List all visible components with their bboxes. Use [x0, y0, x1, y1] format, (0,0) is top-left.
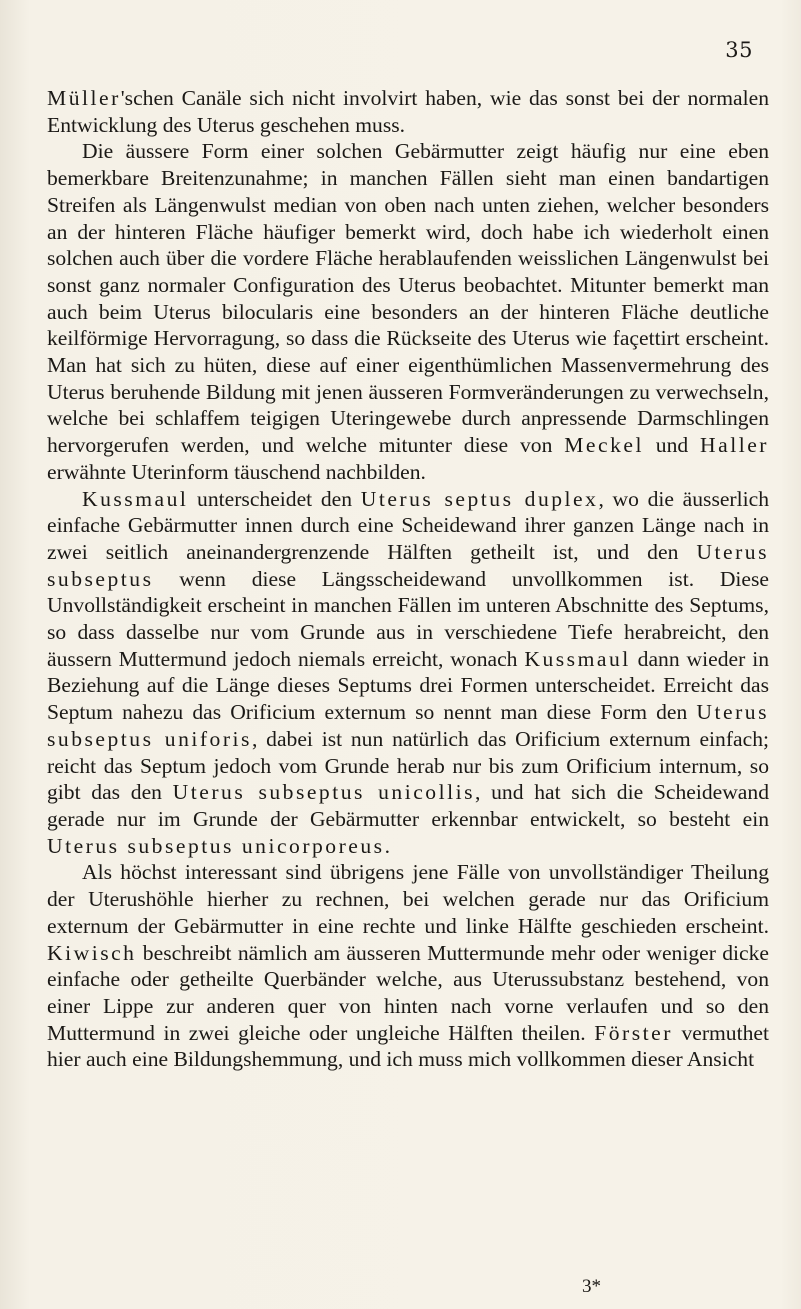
paragraph	[47, 486, 769, 860]
signature-mark: 3*	[582, 1276, 601, 1297]
emphasized-name: Uterus septus duplex	[360, 486, 599, 511]
text-run: , und hat sich die Scheidewand gerade nur im Grunde der Gebärmutter erkennbar entwickelt, so besteht ein	[47, 780, 769, 831]
emphasized-name: Müller	[47, 86, 121, 110]
text-run: , wo die äusserlich einfache Gebärmutter innen durch eine Scheidewand ihrer ganzen Länge nach in zwei seitlich aneinandergrenzende Hälften getheilt ist, und den	[47, 486, 770, 564]
text-run: unterscheidet den	[188, 486, 361, 511]
text-run: dann wieder in Beziehung auf die Länge dieses Septums drei Formen unterscheidet. Erreicht das Septum nahezu das Orificium externum so nennt man diese Form den	[47, 646, 769, 725]
emphasized-name: Kussmaul	[82, 486, 189, 511]
text-run: vermuthet hier auch eine Bildungshemmung, und ich muss mich vollkommen dieser Ansicht	[47, 1020, 769, 1072]
emphasized-name: Förster	[594, 1020, 673, 1045]
paragraph	[47, 859, 769, 1073]
text-run: .	[384, 833, 390, 858]
body-text	[47, 85, 769, 1073]
text-run: erwähnte Uterinform täuschend nachbilden.	[47, 459, 426, 484]
emphasized-name: Haller	[700, 433, 769, 458]
emphasized-name: Uterus subseptus unicorporeus	[47, 833, 385, 858]
text-run: wenn diese Längsscheidewand unvollkommen ist. Diese Unvollständigkeit erscheint in manchen Fällen im unteren Abschnitte des Septums, so dass dasselbe nur vom Grunde aus in verschiedene Tiefe herabreicht, den äussern Muttermund jedoch niemals erreicht, wonach	[47, 566, 769, 671]
emphasized-name: Uterus subseptus uniforis	[47, 700, 769, 751]
emphasized-name: Meckel	[564, 433, 644, 458]
text-run: , dabei ist nun natürlich das Orificium externum einfach; reicht das Septum jedoch vom Grunde herab nur bis zum Orificium internum, so gibt das den	[47, 726, 769, 805]
text-run: 'schen Canäle sich nicht involvirt haben, wie das sonst bei der normalen Entwicklung des Uterus geschehen muss.	[47, 86, 769, 137]
emphasized-name: Uterus subseptus unicollis	[172, 780, 476, 805]
page-number: 35	[725, 38, 753, 62]
text-run: Die äussere Form einer solchen Gebärmutter zeigt häufig nur eine eben bemerkbare Breitenzunahme; in manchen Fällen sieht man einen bandartigen Streifen als Längenwulst median von oben nach unten ziehen, welcher besonders an der hinteren Fläche häufiger bemerkt wird, doch habe ich wiederholt einen solchen auch über die vordere Fläche herablaufenden weisslichen Längenwulst bei sonst ganz normaler Configuration des Uterus beobachtet. Mitunter bemerkt man auch beim Uterus bilocularis eine besonders an der hinteren Fläche deutliche keilförmige Hervorragung, so dass die Rückseite des Uterus wie façettirt erscheint. Man hat sich zu hüten, diese auf einer eigenthümlichen Massenvermehrung des Uterus beruhende Bildung mit jenen äusseren Formveränderungen zu verwechseln, welche bei schlaffem teigigen Uteringewebe durch anpressende Darmschlingen hervorgerufen werden, und welche mitunter diese von	[47, 139, 769, 458]
text-run: Als höchst interessant sind übrigens jene Fälle von unvollständiger Theilung der Uterushöhle hierher zu rechnen, bei welchen gerade nur das Orificium externum der Gebärmutter in eine rechte und linke Hälfte geschieden erscheint.	[47, 860, 769, 938]
emphasized-name: Kiwisch	[47, 940, 137, 965]
text-run: beschreibt nämlich am äusseren Muttermunde mehr oder weniger dicke einfache oder getheilte Querbänder welche, aus Uterussubstanz bestehend, von einer Lippe zur anderen quer von hinten nach vorne verlaufen und so den Muttermund in zwei gleiche oder ungleiche Hälften theilen.	[47, 940, 769, 1045]
emphasized-name: Kussmaul	[524, 646, 631, 671]
paragraph	[47, 85, 769, 138]
emphasized-name: Uterus subseptus	[47, 539, 769, 591]
text-run: und	[643, 433, 701, 458]
paragraph	[47, 138, 769, 485]
